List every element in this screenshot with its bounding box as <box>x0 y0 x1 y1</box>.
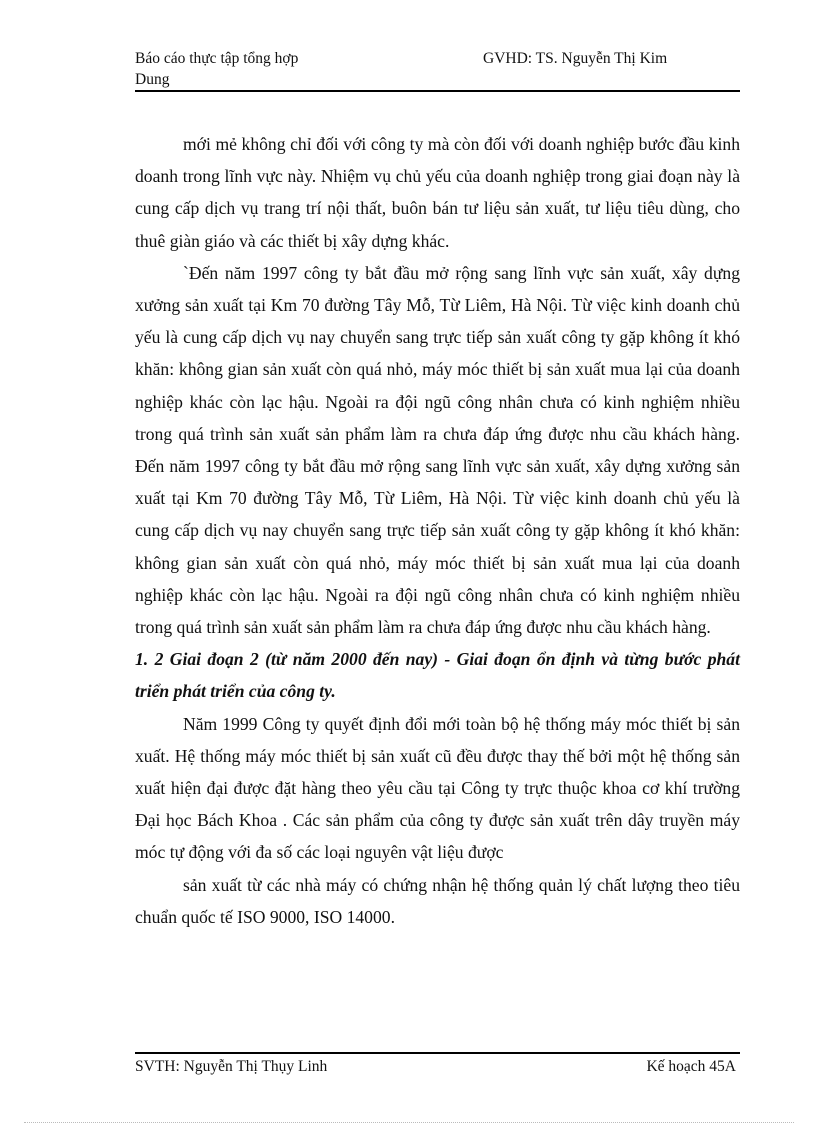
header-divider <box>135 90 740 92</box>
section-heading: 1. 2 Giai đoạn 2 (từ năm 2000 đến nay) - Giai đoạn ổn định và từng bước phát triển phát triển của công ty. <box>135 649 740 702</box>
paragraph-1: mới mẻ không chỉ đối với công ty mà còn đối với doanh nghiệp bước đầu kinh doanh trong lĩnh vực này. Nhiệm vụ chủ yếu của doanh nghiệp trong giai đoạn này là cung cấp dịch vụ trang trí nội thất, buôn bán tư liệu sản xuất, tư liệu tiêu dùng, cho thuê giàn giáo và các thiết bị xây dựng khác. <box>135 134 740 251</box>
header-supervisor: GVHD: TS. Nguyễn Thị Kim <box>483 50 668 67</box>
header-title-line1: Báo cáo thực tập tổng hợp <box>135 50 299 67</box>
footer-divider <box>135 1052 740 1054</box>
footer-student: SVTH: Nguyễn Thị Thụy Linh <box>135 1058 328 1075</box>
header-report-title <box>135 48 480 90</box>
footer-class: Kế hoạch 45A <box>646 1058 736 1075</box>
paragraph-3: Năm 1999 Công ty quyết định đổi mới toàn bộ hệ thống máy móc thiết bị sản xuất. Hệ thống máy móc thiết bị sản xuất cũ đều được thay thế bởi một hệ thống sản xuất hiện đại được đặt hàng theo yêu cầu tại Công ty trực thuộc khoa cơ khí trường Đại học Bách Khoa . Các sản phẩm của công ty được sản xuất trên dây truyền máy móc tự động với đa số các loại nguyên vật liệu được <box>135 713 740 863</box>
header-title-line2: Dung <box>135 71 170 88</box>
paragraph-2: `Đến năm 1997 công ty bắt đầu mở rộng sang lĩnh vực sản xuất, xây dựng xưởng sản xuất tại Km 70 đường Tây Mỗ, Từ Liêm, Hà Nội. Từ việc kinh doanh chủ yếu là cung cấp dịch vụ nay chuyển sang trực tiếp sản xuất công ty gặp không ít khó khăn: không gian sản xuất còn quá nhỏ, máy móc thiết bị sản xuất mua lại của doanh nghiệp khác còn lạc hậu. Ngoài ra đội ngũ công nhân chưa có kinh nghiệm nhiều trong quá trình sản xuất sản phẩm làm ra chưa đáp ứng được nhu cầu khách hàng. Đến năm 1997 công ty bắt đầu mở rộng sang lĩnh vực sản xuất, xây dựng xưởng sản xuất tại Km 70 đường Tây Mỗ, Từ Liêm, Hà Nội. Từ việc kinh doanh chủ yếu là cung cấp dịch vụ nay chuyển sang trực tiếp sản xuất công ty gặp không ít khó khăn: không gian sản xuất còn quá nhỏ, máy móc thiết bị sản xuất mua lại của doanh nghiệp khác còn lạc hậu. Ngoài ra đội ngũ công nhân chưa có kinh nghiệm nhiều trong quá trình sản xuất sản phẩm làm ra chưa đáp ứng được nhu cầu khách hàng. <box>135 262 740 638</box>
page-header <box>135 48 740 90</box>
paragraph-4: sản xuất từ các nhà máy có chứng nhận hệ thống quản lý chất lượng theo tiêu chuẩn quốc tế ISO 9000, ISO 14000. <box>135 874 740 927</box>
page-footer <box>135 1056 740 1077</box>
document-body <box>135 128 740 933</box>
